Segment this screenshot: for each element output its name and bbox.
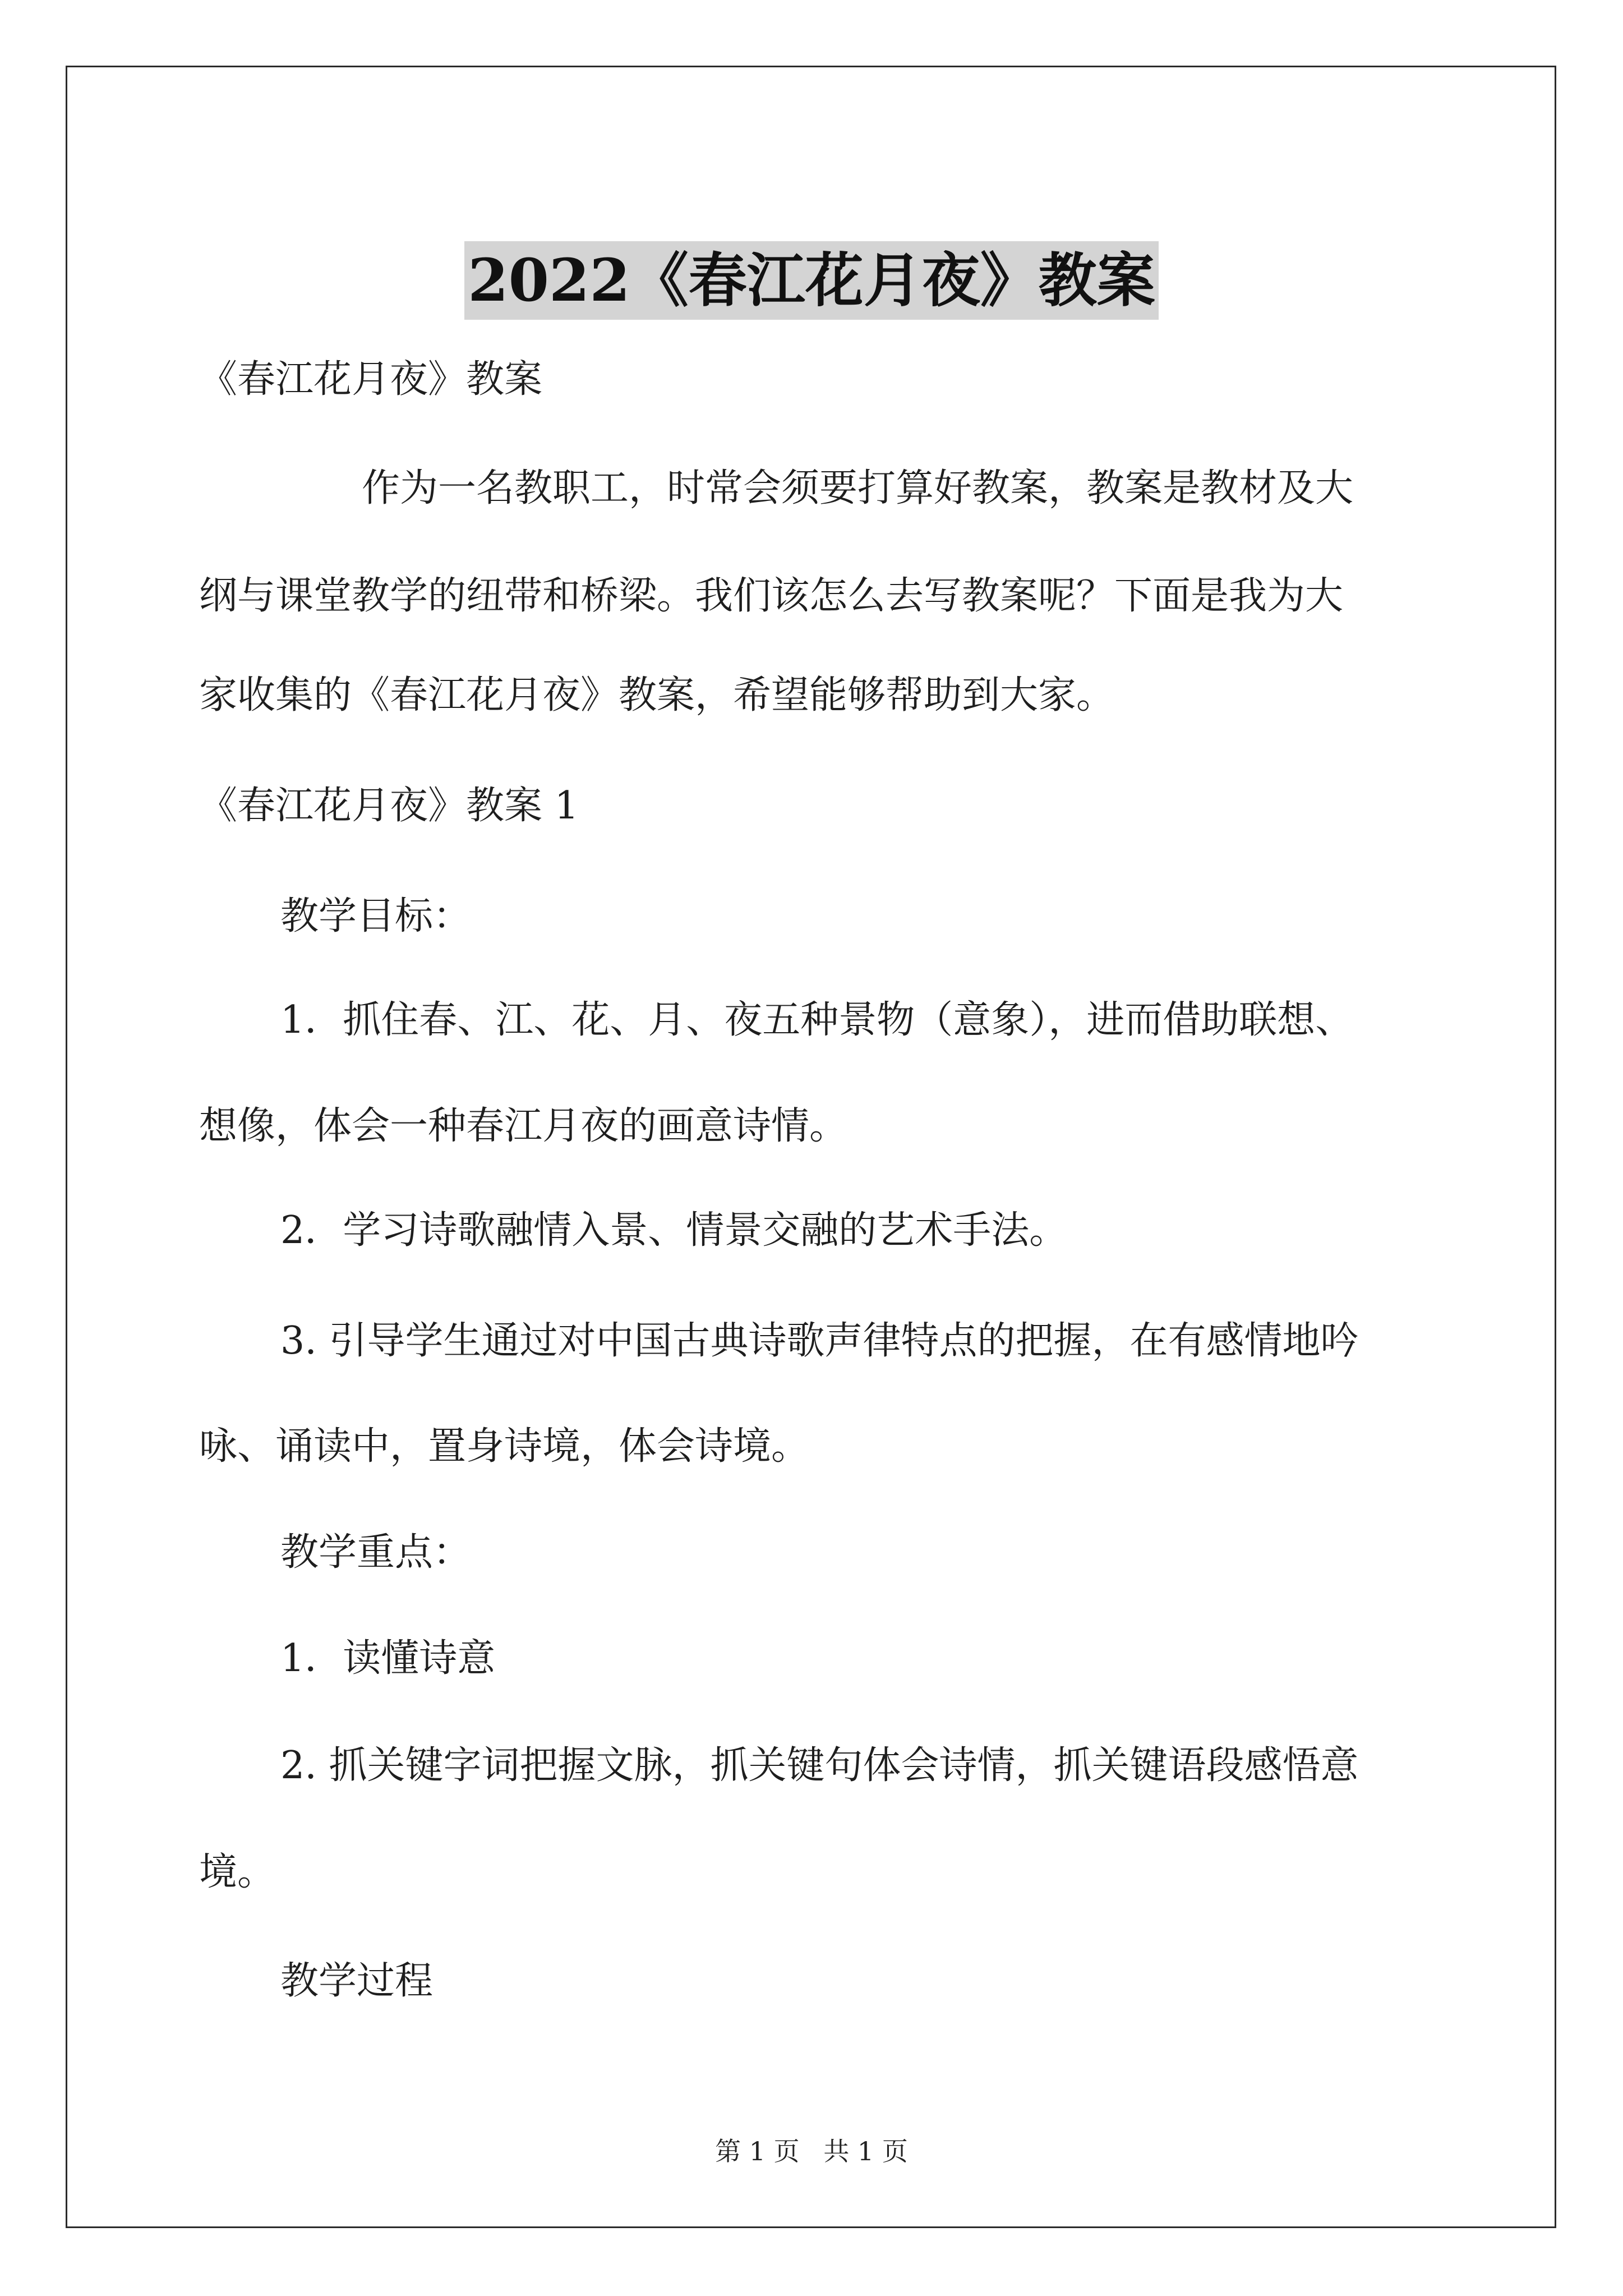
intro-line-1: 作为一名教职工，时常会须要打算好教案，教案是教材及大	[362, 466, 1354, 510]
goal-1-line-1: 1．抓住春、江、花、月、夜五种景物（意象），进而借助联想、	[280, 998, 1354, 1042]
process-heading: 教学过程	[280, 1959, 434, 2003]
key-points-heading: 教学重点：	[280, 1530, 472, 1575]
page-number: 第 1 页	[715, 2136, 800, 2166]
key-point-2-line-2: 境。	[199, 1850, 276, 1894]
key-point-1: 1．读懂诗意	[280, 1636, 496, 1681]
goals-heading: 教学目标：	[280, 894, 472, 938]
page-footer	[0, 2134, 1623, 2168]
subtitle: 《春江花月夜》教案	[199, 357, 543, 402]
document-title: 2022《春江花月夜》教案	[464, 241, 1158, 320]
intro-line-3: 家收集的《春江花月夜》教案，希望能够帮助到大家。	[199, 673, 1115, 717]
total-pages: 共 1 页	[823, 2136, 908, 2166]
goal-3-line-1: 3. 引导学生通过对中国古典诗歌声律特点的把握，在有感情地吟	[280, 1319, 1359, 1363]
title-container	[0, 202, 1623, 358]
goal-2: 2．学习诗歌融情入景、情景交融的艺术手法。	[280, 1208, 1068, 1253]
key-point-2-line-1: 2. 抓关键字词把握文脉，抓关键句体会诗情，抓关键语段感悟意	[280, 1743, 1359, 1788]
intro-line-2: 纲与课堂教学的纽带和桥梁。我们该怎么去写教案呢？下面是我为大	[199, 574, 1344, 618]
section-heading: 《春江花月夜》教案 1	[199, 784, 579, 828]
goal-1-line-2: 想像，体会一种春江月夜的画意诗情。	[199, 1104, 848, 1148]
goal-3-line-2: 咏、诵读中，置身诗境，体会诗境。	[199, 1424, 810, 1469]
